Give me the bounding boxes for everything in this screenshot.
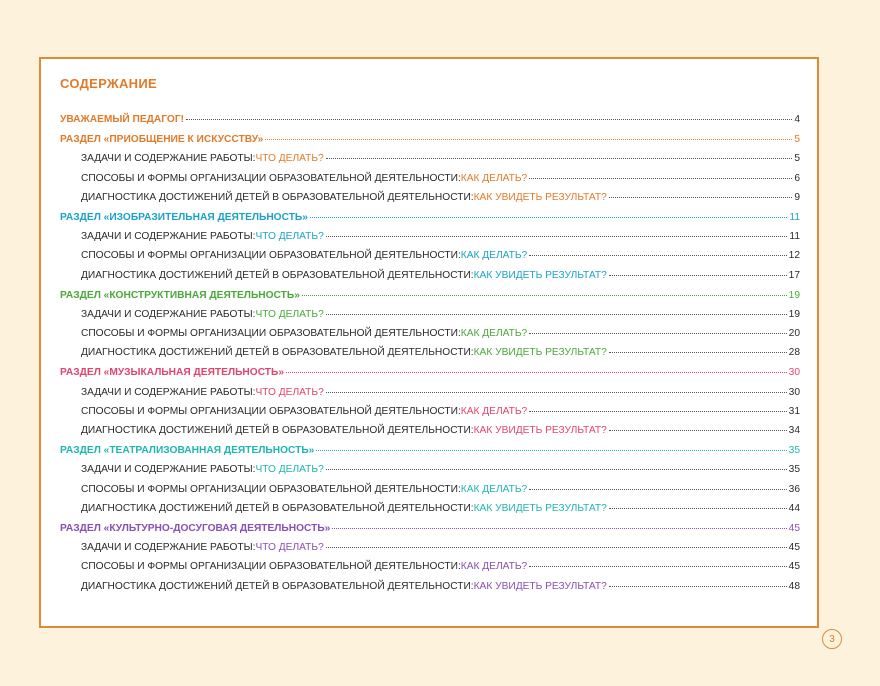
toc-subsection-row[interactable] — [60, 173, 800, 192]
toc-entry-label: ЗАДАЧИ И СОДЕРЖАНИЕ РАБОТЫ: — [81, 542, 256, 554]
dot-leader — [302, 295, 787, 296]
toc-entry-label: ЗАДАЧИ И СОДЕРЖАНИЕ РАБОТЫ: — [81, 153, 256, 165]
dot-leader — [326, 158, 793, 159]
toc-entry-label: ДИАГНОСТИКА ДОСТИЖЕНИЙ ДЕТЕЙ В ОБРАЗОВАТЕЛЬНОЙ ДЕЯТЕЛЬНОСТИ: — [81, 502, 474, 514]
toc-entry-label: СПОСОБЫ И ФОРМЫ ОРГАНИЗАЦИИ ОБРАЗОВАТЕЛЬНОЙ ДЕЯТЕЛЬНОСТИ: — [81, 561, 461, 573]
toc-entry-highlight: ЧТО ДЕЛАТЬ? — [255, 464, 324, 476]
toc-page-number: 5 — [794, 134, 800, 146]
table-of-contents — [60, 114, 800, 600]
dot-leader — [609, 197, 793, 198]
toc-page-number: 4 — [794, 114, 800, 125]
toc-entry-label: РАЗДЕЛ «ИЗОБРАЗИТЕЛЬНАЯ ДЕЯТЕЛЬНОСТЬ» — [60, 211, 308, 223]
toc-subsection-row[interactable] — [60, 153, 800, 172]
toc-entry-label: ДИАГНОСТИКА ДОСТИЖЕНИЙ ДЕТЕЙ В ОБРАЗОВАТЕЛЬНОЙ ДЕЯТЕЛЬНОСТИ: — [81, 269, 474, 281]
toc-entry-label: РАЗДЕЛ «ПРИОБЩЕНИЕ К ИСКУССТВУ» — [60, 134, 264, 146]
dot-leader — [529, 178, 792, 179]
page-title: СОДЕРЖАНИЕ — [60, 76, 157, 91]
toc-subsection-row[interactable] — [60, 464, 800, 483]
toc-page-number: 9 — [794, 191, 800, 203]
dot-leader — [529, 566, 786, 567]
dot-leader — [529, 333, 786, 334]
dot-leader — [186, 119, 792, 120]
toc-entry-label: ЗАДАЧИ И СОДЕРЖАНИЕ РАБОТЫ: — [81, 231, 256, 243]
toc-section-row[interactable] — [60, 445, 800, 464]
toc-section-row[interactable] — [60, 367, 800, 386]
toc-entry-label: РАЗДЕЛ «КОНСТРУКТИВНАЯ ДЕЯТЕЛЬНОСТЬ» — [60, 289, 300, 301]
toc-subsection-row[interactable] — [60, 192, 800, 211]
toc-entry-label: СПОСОБЫ И ФОРМЫ ОРГАНИЗАЦИИ ОБРАЗОВАТЕЛЬНОЙ ДЕЯТЕЛЬНОСТИ: — [81, 328, 461, 340]
dot-leader — [529, 411, 786, 412]
toc-subsection-row[interactable] — [60, 387, 800, 406]
toc-entry-highlight: КАК УВИДЕТЬ РЕЗУЛЬТАТ? — [473, 580, 607, 592]
toc-entry-highlight: КАК ДЕЛАТЬ? — [460, 405, 528, 417]
toc-entry-highlight: КАК ДЕЛАТЬ? — [460, 172, 528, 184]
dot-leader — [529, 255, 786, 256]
page-number-badge: 3 — [822, 629, 842, 649]
dot-leader — [609, 430, 787, 431]
toc-entry-highlight: ЧТО ДЕЛАТЬ? — [255, 542, 324, 554]
toc-page-number: 36 — [788, 483, 800, 495]
toc-subsection-row[interactable] — [60, 542, 800, 561]
dot-leader — [332, 528, 786, 529]
toc-section-row[interactable] — [60, 114, 800, 133]
toc-entry-label: СПОСОБЫ И ФОРМЫ ОРГАНИЗАЦИИ ОБРАЗОВАТЕЛЬНОЙ ДЕЯТЕЛЬНОСТИ: — [81, 250, 461, 262]
toc-page-number: 45 — [788, 561, 800, 573]
toc-page-number: 20 — [788, 328, 800, 340]
toc-subsection-row[interactable] — [60, 406, 800, 425]
toc-entry-label: ДИАГНОСТИКА ДОСТИЖЕНИЙ ДЕТЕЙ В ОБРАЗОВАТЕЛЬНОЙ ДЕЯТЕЛЬНОСТИ: — [81, 425, 474, 436]
toc-page-number: 12 — [788, 250, 800, 262]
toc-page-number: 11 — [789, 231, 800, 243]
toc-entry-highlight: КАК ДЕЛАТЬ? — [460, 483, 528, 495]
toc-entry-label: ЗАДАЧИ И СОДЕРЖАНИЕ РАБОТЫ: — [81, 308, 256, 320]
toc-entry-label: ДИАГНОСТИКА ДОСТИЖЕНИЙ ДЕТЕЙ В ОБРАЗОВАТЕЛЬНОЙ ДЕЯТЕЛЬНОСТИ: — [81, 347, 474, 359]
dot-leader — [326, 469, 787, 470]
toc-section-row[interactable] — [60, 523, 800, 542]
dot-leader — [265, 139, 792, 140]
toc-entry-highlight: КАК ДЕЛАТЬ? — [460, 561, 528, 573]
dot-leader — [316, 450, 786, 451]
toc-entry-highlight: КАК УВИДЕТЬ РЕЗУЛЬТАТ? — [473, 502, 607, 514]
toc-section-row[interactable] — [60, 134, 800, 153]
toc-page-number: 31 — [788, 405, 800, 417]
toc-page-number: 34 — [788, 425, 800, 436]
toc-subsection-row[interactable] — [60, 231, 800, 250]
toc-entry-highlight: ЧТО ДЕЛАТЬ? — [255, 308, 324, 320]
toc-entry-label: СПОСОБЫ И ФОРМЫ ОРГАНИЗАЦИИ ОБРАЗОВАТЕЛЬНОЙ ДЕЯТЕЛЬНОСТИ: — [81, 483, 461, 495]
toc-entry-highlight: ЧТО ДЕЛАТЬ? — [255, 386, 324, 398]
dot-leader — [609, 275, 787, 276]
toc-page-number: 35 — [788, 464, 800, 476]
toc-subsection-row[interactable] — [60, 328, 800, 347]
toc-page-number: 30 — [788, 386, 800, 398]
toc-page-number: 19 — [788, 289, 800, 301]
toc-entry-label: ЗАДАЧИ И СОДЕРЖАНИЕ РАБОТЫ: — [81, 386, 256, 398]
toc-page-number: 19 — [788, 308, 800, 320]
toc-page-number: 11 — [789, 211, 800, 223]
toc-subsection-row[interactable] — [60, 309, 800, 328]
dot-leader — [529, 489, 786, 490]
toc-page-number: 28 — [788, 347, 800, 359]
toc-subsection-row[interactable] — [60, 347, 800, 366]
dot-leader — [609, 586, 787, 587]
toc-page-number: 44 — [788, 502, 800, 514]
toc-entry-label: УВАЖАЕМЫЙ ПЕДАГОГ! — [60, 114, 184, 125]
toc-entry-label: СПОСОБЫ И ФОРМЫ ОРГАНИЗАЦИИ ОБРАЗОВАТЕЛЬНОЙ ДЕЯТЕЛЬНОСТИ: — [81, 172, 461, 184]
dot-leader — [326, 392, 787, 393]
toc-section-row[interactable] — [60, 290, 800, 309]
toc-entry-highlight: КАК ДЕЛАТЬ? — [460, 328, 528, 340]
toc-page-number: 6 — [794, 172, 800, 184]
toc-subsection-row[interactable] — [60, 484, 800, 503]
toc-page-number: 5 — [794, 153, 800, 165]
dot-leader — [609, 508, 787, 509]
toc-entry-label: РАЗДЕЛ «ТЕАТРАЛИЗОВАННАЯ ДЕЯТЕЛЬНОСТЬ» — [60, 445, 315, 457]
toc-entry-label: ДИАГНОСТИКА ДОСТИЖЕНИЙ ДЕТЕЙ В ОБРАЗОВАТЕЛЬНОЙ ДЕЯТЕЛЬНОСТИ: — [81, 191, 474, 203]
toc-entry-highlight: ЧТО ДЕЛАТЬ? — [255, 153, 324, 165]
toc-entry-label: РАЗДЕЛ «МУЗЫКАЛЬНАЯ ДЕЯТЕЛЬНОСТЬ» — [60, 367, 285, 379]
toc-entry-highlight: КАК УВИДЕТЬ РЕЗУЛЬТАТ? — [473, 347, 607, 359]
toc-page-number: 45 — [788, 542, 800, 554]
dot-leader — [286, 372, 787, 373]
toc-section-row[interactable] — [60, 212, 800, 231]
toc-entry-highlight: КАК УВИДЕТЬ РЕЗУЛЬТАТ? — [473, 425, 607, 436]
toc-page-number: 35 — [788, 445, 800, 457]
toc-subsection-row[interactable] — [60, 561, 800, 580]
dot-leader — [326, 236, 788, 237]
toc-subsection-row[interactable] — [60, 250, 800, 269]
toc-entry-label: ЗАДАЧИ И СОДЕРЖАНИЕ РАБОТЫ: — [81, 464, 256, 476]
toc-entry-label: РАЗДЕЛ «КУЛЬТУРНО-ДОСУГОВАЯ ДЕЯТЕЛЬНОСТЬ» — [60, 522, 331, 534]
dot-leader — [310, 217, 787, 218]
toc-page-number: 48 — [788, 580, 800, 592]
dot-leader — [609, 352, 787, 353]
toc-page-number: 30 — [788, 367, 800, 379]
dot-leader — [326, 314, 787, 315]
toc-entry-highlight: КАК УВИДЕТЬ РЕЗУЛЬТАТ? — [473, 269, 607, 281]
toc-subsection-row[interactable] — [60, 270, 800, 289]
content-frame — [39, 57, 819, 628]
toc-entry-highlight: КАК ДЕЛАТЬ? — [460, 250, 528, 262]
toc-page-number: 17 — [788, 269, 800, 281]
toc-entry-label: ДИАГНОСТИКА ДОСТИЖЕНИЙ ДЕТЕЙ В ОБРАЗОВАТЕЛЬНОЙ ДЕЯТЕЛЬНОСТИ: — [81, 580, 474, 592]
toc-page-number: 45 — [788, 522, 800, 534]
toc-subsection-row[interactable] — [60, 425, 800, 444]
toc-entry-label: СПОСОБЫ И ФОРМЫ ОРГАНИЗАЦИИ ОБРАЗОВАТЕЛЬНОЙ ДЕЯТЕЛЬНОСТИ: — [81, 405, 461, 417]
toc-entry-highlight: КАК УВИДЕТЬ РЕЗУЛЬТАТ? — [473, 191, 607, 203]
toc-subsection-row[interactable] — [60, 503, 800, 522]
toc-subsection-row[interactable] — [60, 581, 800, 600]
toc-entry-highlight: ЧТО ДЕЛАТЬ? — [255, 231, 324, 243]
dot-leader — [326, 547, 787, 548]
